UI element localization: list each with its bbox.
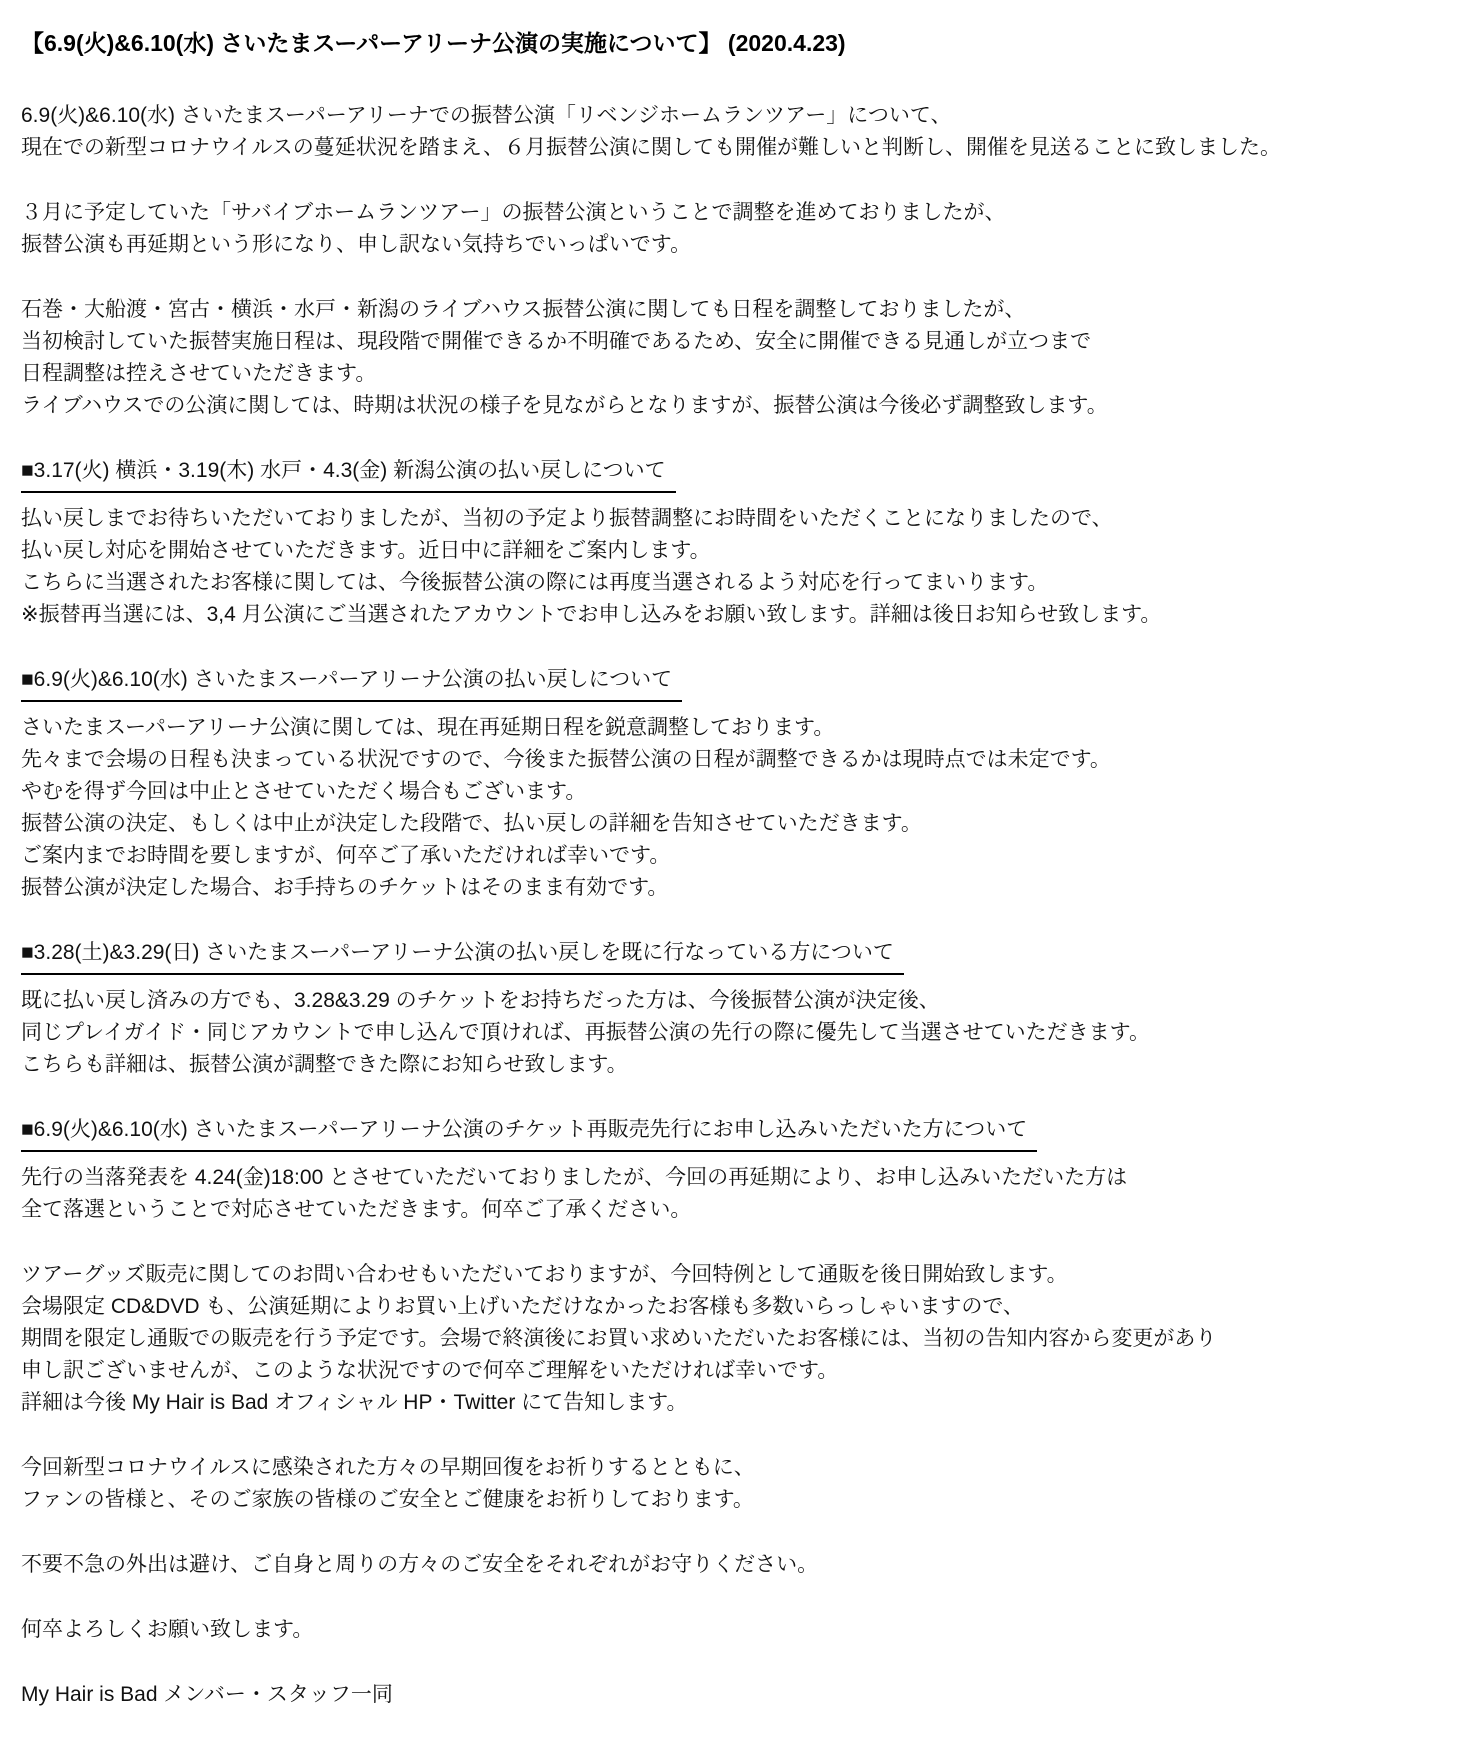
text-line: 詳細は今後 My Hair is Bad オフィシャル HP・Twitter にて告知します。 xyxy=(21,1391,688,1414)
text-line: 振替公演が決定した場合、お手持ちのチケットはそのまま有効です。 xyxy=(21,876,669,899)
outro-paragraph-safety xyxy=(21,1549,1442,1581)
text-line: こちらに当選されたお客様に関しては、今後振替公演の際には再度当選されるよう対応を行ってまいります。 xyxy=(21,571,1049,594)
text-line: 6.9(火)&6.10(水) さいたまスーパーアリーナでの振替公演「リベンジホームランツアー」について、 xyxy=(21,104,952,127)
text-line: 全て落選ということで対応させていただきます。何卒ご了承ください。 xyxy=(21,1198,692,1221)
text-line: ライブハウスでの公演に関しては、時期は状況の様子を見ながらとなりますが、振替公演は今後必ず調整致します。 xyxy=(21,394,1108,417)
outro-paragraph-goods xyxy=(21,1259,1442,1419)
text-line: ご案内までお時間を要しますが、何卒ご了承いただければ幸いです。 xyxy=(21,844,671,867)
intro-paragraph-1 xyxy=(21,100,1442,164)
section-resale-lottery xyxy=(21,1114,1442,1226)
text-line: 期間を限定し通販での販売を行う予定です。会場で終演後にお買い求めいただいたお客様には、当初の告知内容から変更があり xyxy=(21,1327,1217,1350)
text-line: 振替公演も再延期という形になり、申し訳ない気持ちでいっぱいです。 xyxy=(21,233,692,256)
section-heading: ■3.28(土)&3.29(日) さいたまスーパーアリーナ公演の払い戻しを既に行なっている方について xyxy=(21,937,904,975)
text-line: 同じプレイガイド・同じアカウントで申し込んで頂ければ、再振替公演の先行の際に優先して当選させていただきます。 xyxy=(21,1021,1150,1044)
section-heading: ■6.9(火)&6.10(水) さいたまスーパーアリーナ公演の払い戻しについて xyxy=(21,664,682,702)
text-line: ３月に予定していた「サバイブホームランツアー」の振替公演ということで調整を進めておりましたが、 xyxy=(21,201,1006,224)
section-heading: ■6.9(火)&6.10(水) さいたまスーパーアリーナ公演のチケット再販売先行にお申し込みいただいた方について xyxy=(21,1114,1037,1152)
text-line: 既に払い戻し済みの方でも、3.28&3.29 のチケットをお持ちだった方は、今後振替公演が決定後、 xyxy=(21,989,940,1012)
text-line: 先々まで会場の日程も決まっている状況ですので、今後また振替公演の日程が調整できるかは現時点では未定です。 xyxy=(21,748,1111,771)
text-line: 払い戻しまでお待ちいただいておりましたが、当初の予定より振替調整にお時間をいただくことになりましたので、 xyxy=(21,507,1113,530)
text-line: 今回新型コロナウイルスに感染された方々の早期回復をお祈りするとともに、 xyxy=(21,1456,755,1479)
text-line: ※振替再当選には、3,4 月公演にご当選されたアカウントでお申し込みをお願い致します。詳細は後日お知らせ致します。 xyxy=(21,603,1162,626)
section-refund-saitama-june xyxy=(21,664,1442,904)
intro-paragraph-2 xyxy=(21,197,1442,261)
intro-paragraph-3 xyxy=(21,294,1442,422)
text-line: 払い戻し対応を開始させていただきます。近日中に詳細をご案内します。 xyxy=(21,539,711,562)
text-line: ツアーグッズ販売に関してのお問い合わせもいただいておりますが、今回特例として通販を後日開始致します。 xyxy=(21,1263,1068,1286)
outro-paragraph-wishes xyxy=(21,1452,1442,1516)
text-line: 現在での新型コロナウイルスの蔓延状況を踏まえ、６月振替公演に関しても開催が難しいと判断し、開催を見送ることに致しました。 xyxy=(21,136,1281,159)
text-line: 先行の当落発表を 4.24(金)18:00 とさせていただいておりましたが、今回の再延期により、お申し込みいただいた方は xyxy=(21,1166,1128,1189)
section-refund-livehouse xyxy=(21,455,1442,631)
page-title: 【6.9(火)&6.10(水) さいたまスーパーアリーナ公演の実施について】 (2020.4.23) xyxy=(21,30,846,56)
text-line: やむを得ず今回は中止とさせていただく場合もございます。 xyxy=(21,780,587,803)
signature: My Hair is Bad メンバー・スタッフ一同 xyxy=(21,1683,393,1706)
text-line: 当初検討していた振替実施日程は、現段階で開催できるか不明確であるため、安全に開催できる見通しが立つまで xyxy=(21,330,1092,353)
text-line: 石巻・大船渡・宮古・横浜・水戸・新潟のライブハウス振替公演に関しても日程を調整しておりましたが、 xyxy=(21,298,1026,321)
section-already-refunded xyxy=(21,937,1442,1081)
text-line: 振替公演の決定、もしくは中止が決定した段階で、払い戻しの詳細を告知させていただきます。 xyxy=(21,812,922,835)
text-line: 日程調整は控えさせていただきます。 xyxy=(21,362,377,385)
text-line: 申し訳ございませんが、このような状況ですので何卒ご理解をいただければ幸いです。 xyxy=(21,1359,839,1382)
text-line: 何卒よろしくお願い致します。 xyxy=(21,1618,314,1641)
text-line: 会場限定 CD&DVD も、公演延期によりお買い上げいただけなかったお客様も多数いらっしゃいますので、 xyxy=(21,1295,1024,1318)
text-line: こちらも詳細は、振替公演が調整できた際にお知らせ致します。 xyxy=(21,1053,628,1076)
text-line: さいたまスーパーアリーナ公演に関しては、現在再延期日程を鋭意調整しております。 xyxy=(21,716,835,739)
outro-paragraph-regards xyxy=(21,1614,1442,1646)
text-line: 不要不急の外出は避け、ご自身と周りの方々のご安全をそれぞれがお守りください。 xyxy=(21,1553,819,1576)
section-heading: ■3.17(火) 横浜・3.19(木) 水戸・4.3(金) 新潟公演の払い戻しについて xyxy=(21,455,676,493)
text-line: ファンの皆様と、そのご家族の皆様のご安全とご健康をお祈りしております。 xyxy=(21,1488,754,1511)
